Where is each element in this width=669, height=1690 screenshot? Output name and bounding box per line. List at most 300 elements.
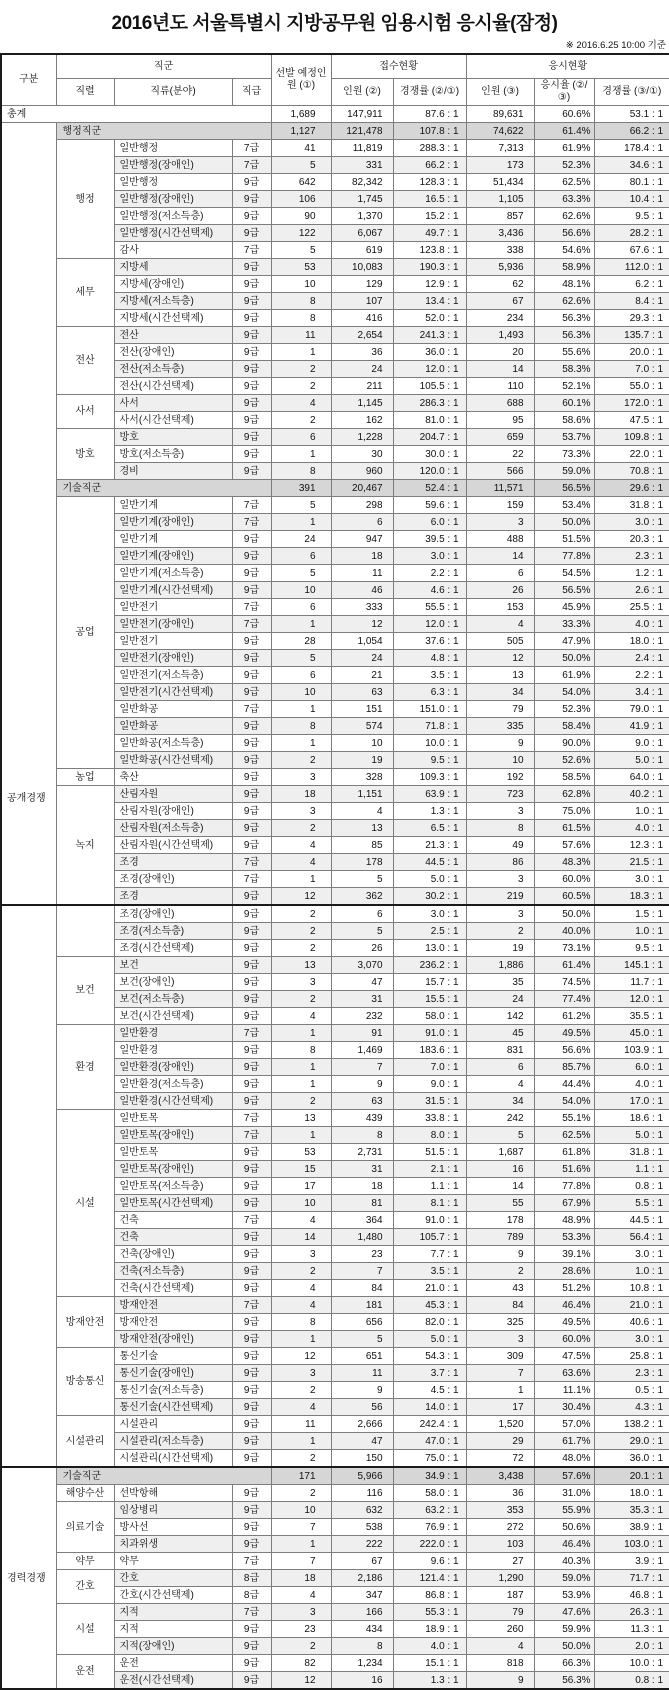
attend-count-cell: 10 xyxy=(466,752,534,769)
field-cell: 일반토목(장애인) xyxy=(114,1161,232,1178)
attend-rate-cell: 61.7% xyxy=(534,1433,594,1450)
col-header-jikryu: 직류(분야) xyxy=(114,79,232,106)
receipt-ratio-cell: 55.5 : 1 xyxy=(393,599,466,616)
col-header-gubun: 구분 xyxy=(1,54,56,106)
planned-count-cell: 15 xyxy=(271,1161,331,1178)
attend-ratio-cell: 1.0 : 1 xyxy=(594,803,669,820)
col-header-planned: 선발 예정인원 (①) xyxy=(271,54,331,106)
planned-count-cell: 11 xyxy=(271,327,331,344)
receipt-ratio-cell: 204.7 : 1 xyxy=(393,429,466,446)
table-row xyxy=(1,327,669,344)
planned-count-cell: 2 xyxy=(271,1485,331,1502)
attend-count-cell: 1,886 xyxy=(466,957,534,974)
field-cell: 일반행정 xyxy=(114,140,232,157)
attend-rate-cell: 77.8% xyxy=(534,548,594,565)
attend-rate-cell: 58.6% xyxy=(534,412,594,429)
field-cell: 일반환경(저소득층) xyxy=(114,1076,232,1093)
grade-cell: 7급 xyxy=(232,157,271,174)
attend-ratio-cell: 103.0 : 1 xyxy=(594,1536,669,1553)
attend-count-cell: 488 xyxy=(466,531,534,548)
table-row xyxy=(1,259,669,276)
attend-rate-cell: 77.4% xyxy=(534,991,594,1008)
field-cell: 전산(저소득층) xyxy=(114,361,232,378)
field-cell: 건축(저소득층) xyxy=(114,1263,232,1280)
receipt-count-cell: 30 xyxy=(331,446,393,463)
field-cell: 시설관리 xyxy=(114,1416,232,1433)
total-label-cell: 총계 xyxy=(1,106,271,123)
attend-count-cell: 1,105 xyxy=(466,191,534,208)
section-label-cell: 경력경쟁 xyxy=(1,1467,56,1689)
receipt-count-cell: 298 xyxy=(331,497,393,514)
attend-ratio-cell: 11.3 : 1 xyxy=(594,1621,669,1638)
receipt-ratio-cell: 3.0 : 1 xyxy=(393,905,466,923)
attend-ratio-cell: 4.0 : 1 xyxy=(594,616,669,633)
receipt-count-cell: 439 xyxy=(331,1110,393,1127)
attend-count-cell: 178 xyxy=(466,1212,534,1229)
receipt-count-cell: 5 xyxy=(331,871,393,888)
field-cell: 보건 xyxy=(114,957,232,974)
planned-count-cell: 1,689 xyxy=(271,106,331,123)
planned-count-cell: 5 xyxy=(271,157,331,174)
planned-count-cell: 18 xyxy=(271,1570,331,1587)
attend-count-cell: 5 xyxy=(466,1127,534,1144)
field-cell: 일반화공 xyxy=(114,701,232,718)
attend-count-cell: 79 xyxy=(466,1604,534,1621)
attend-ratio-cell: 40.6 : 1 xyxy=(594,1314,669,1331)
grade-cell: 9급 xyxy=(232,463,271,480)
attend-rate-cell: 58.4% xyxy=(534,718,594,735)
section-label-cell: 공개경쟁 xyxy=(1,123,56,906)
grade-cell: 9급 xyxy=(232,1382,271,1399)
receipt-ratio-cell: 4.8 : 1 xyxy=(393,650,466,667)
planned-count-cell: 2 xyxy=(271,820,331,837)
planned-count-cell: 4 xyxy=(271,837,331,854)
page-title: 2016년도 서울특별시 지방공무원 임용시험 응시율(잠정) xyxy=(111,13,558,34)
table-row xyxy=(1,395,669,412)
series-cell: 사서 xyxy=(56,395,114,429)
attend-rate-cell: 54.6% xyxy=(534,242,594,259)
attend-ratio-cell: 31.8 : 1 xyxy=(594,1144,669,1161)
planned-count-cell: 28 xyxy=(271,633,331,650)
attend-count-cell: 26 xyxy=(466,582,534,599)
series-cell: 약무 xyxy=(56,1553,114,1570)
field-cell: 임상병리 xyxy=(114,1502,232,1519)
attend-rate-cell: 49.5% xyxy=(534,1025,594,1042)
receipt-ratio-cell: 2.1 : 1 xyxy=(393,1161,466,1178)
attend-rate-cell: 50.0% xyxy=(534,1638,594,1655)
receipt-ratio-cell: 71.8 : 1 xyxy=(393,718,466,735)
attend-ratio-cell: 1.1 : 1 xyxy=(594,1161,669,1178)
attend-rate-cell: 61.2% xyxy=(534,1008,594,1025)
receipt-count-cell: 6 xyxy=(331,514,393,531)
attend-rate-cell: 54.0% xyxy=(534,1093,594,1110)
attend-count-cell: 6 xyxy=(466,1059,534,1076)
series-cell: 공업 xyxy=(56,497,114,769)
series-cell: 시설 xyxy=(56,1110,114,1297)
attend-ratio-cell: 46.8 : 1 xyxy=(594,1587,669,1604)
field-cell: 보건(장애인) xyxy=(114,974,232,991)
receipt-count-cell: 9 xyxy=(331,1076,393,1093)
field-cell: 일반기계(시간선택제) xyxy=(114,582,232,599)
attend-ratio-cell: 3.4 : 1 xyxy=(594,684,669,701)
grade-cell: 9급 xyxy=(232,1195,271,1212)
series-cell: 시설 xyxy=(56,1604,114,1655)
receipt-count-cell: 178 xyxy=(331,854,393,871)
grade-cell: 9급 xyxy=(232,1144,271,1161)
attend-count-cell: 1,493 xyxy=(466,327,534,344)
field-cell: 방사선 xyxy=(114,1519,232,1536)
receipt-ratio-cell: 222.0 : 1 xyxy=(393,1536,466,1553)
grade-cell: 9급 xyxy=(232,1399,271,1416)
grade-cell: 7급 xyxy=(232,1604,271,1621)
receipt-count-cell: 1,145 xyxy=(331,395,393,412)
attend-rate-cell: 61.4% xyxy=(534,123,594,140)
attend-rate-cell: 74.5% xyxy=(534,974,594,991)
field-cell: 일반행정(장애인) xyxy=(114,157,232,174)
receipt-count-cell: 26 xyxy=(331,940,393,957)
attend-ratio-cell: 3.0 : 1 xyxy=(594,871,669,888)
receipt-ratio-cell: 190.3 : 1 xyxy=(393,259,466,276)
receipt-ratio-cell: 15.1 : 1 xyxy=(393,1655,466,1672)
attend-rate-cell: 63.6% xyxy=(534,1365,594,1382)
total-row xyxy=(1,106,669,123)
attend-ratio-cell: 172.0 : 1 xyxy=(594,395,669,412)
planned-count-cell: 2 xyxy=(271,905,331,923)
attend-ratio-cell: 44.5 : 1 xyxy=(594,1212,669,1229)
field-cell: 일반기계 xyxy=(114,531,232,548)
attend-ratio-cell: 0.5 : 1 xyxy=(594,1382,669,1399)
col-header-grade: 직급 xyxy=(232,79,271,106)
planned-count-cell: 1 xyxy=(271,871,331,888)
attend-rate-cell: 46.4% xyxy=(534,1536,594,1553)
grade-cell: 9급 xyxy=(232,1502,271,1519)
field-cell: 조경(저소득층) xyxy=(114,923,232,940)
grade-cell: 9급 xyxy=(232,888,271,906)
receipt-count-cell: 81 xyxy=(331,1195,393,1212)
receipt-count-cell: 24 xyxy=(331,361,393,378)
receipt-ratio-cell: 49.7 : 1 xyxy=(393,225,466,242)
grade-cell: 9급 xyxy=(232,378,271,395)
section-label-cell xyxy=(1,905,56,1467)
grade-cell: 9급 xyxy=(232,786,271,803)
receipt-count-cell: 2,666 xyxy=(331,1416,393,1433)
grade-cell: 9급 xyxy=(232,1519,271,1536)
field-cell: 일반전기(장애인) xyxy=(114,616,232,633)
field-cell: 일반행정(시간선택제) xyxy=(114,225,232,242)
attend-ratio-cell: 45.0 : 1 xyxy=(594,1025,669,1042)
receipt-count-cell: 36 xyxy=(331,344,393,361)
attend-ratio-cell: 1.0 : 1 xyxy=(594,923,669,940)
attend-count-cell: 74,622 xyxy=(466,123,534,140)
receipt-count-cell: 181 xyxy=(331,1297,393,1314)
planned-count-cell: 8 xyxy=(271,718,331,735)
attend-ratio-cell: 12.0 : 1 xyxy=(594,991,669,1008)
exam-rate-table xyxy=(0,53,669,1690)
planned-count-cell: 7 xyxy=(271,1519,331,1536)
series-cell: 보건 xyxy=(56,957,114,1025)
attend-ratio-cell: 2.2 : 1 xyxy=(594,667,669,684)
field-cell: 산림자원 xyxy=(114,786,232,803)
receipt-ratio-cell: 288.3 : 1 xyxy=(393,140,466,157)
field-cell: 사서(시간선택제) xyxy=(114,412,232,429)
attend-rate-cell: 11.1% xyxy=(534,1382,594,1399)
attend-ratio-cell: 2.3 : 1 xyxy=(594,548,669,565)
planned-count-cell: 642 xyxy=(271,174,331,191)
grade-cell: 9급 xyxy=(232,650,271,667)
receipt-count-cell: 31 xyxy=(331,991,393,1008)
receipt-count-cell: 1,054 xyxy=(331,633,393,650)
field-cell: 조경 xyxy=(114,888,232,906)
grade-cell: 9급 xyxy=(232,225,271,242)
field-cell: 일반화공 xyxy=(114,718,232,735)
attend-rate-cell: 67.9% xyxy=(534,1195,594,1212)
attend-rate-cell: 75.0% xyxy=(534,803,594,820)
grade-cell: 9급 xyxy=(232,531,271,548)
attend-count-cell: 3 xyxy=(466,1331,534,1348)
receipt-count-cell: 8 xyxy=(331,1127,393,1144)
attend-rate-cell: 77.8% xyxy=(534,1178,594,1195)
attend-ratio-cell: 109.8 : 1 xyxy=(594,429,669,446)
attend-count-cell: 831 xyxy=(466,1042,534,1059)
field-cell: 운전 xyxy=(114,1655,232,1672)
attend-count-cell: 49 xyxy=(466,837,534,854)
receipt-ratio-cell: 121.4 : 1 xyxy=(393,1570,466,1587)
planned-count-cell: 1,127 xyxy=(271,123,331,140)
receipt-count-cell: 7 xyxy=(331,1263,393,1280)
receipt-count-cell: 1,151 xyxy=(331,786,393,803)
grade-cell: 9급 xyxy=(232,1178,271,1195)
attend-count-cell: 51,434 xyxy=(466,174,534,191)
grade-cell: 9급 xyxy=(232,1076,271,1093)
attend-count-cell: 3 xyxy=(466,803,534,820)
receipt-ratio-cell: 2.2 : 1 xyxy=(393,565,466,582)
attend-rate-cell: 62.8% xyxy=(534,786,594,803)
series-cell: 방호 xyxy=(56,429,114,480)
attend-rate-cell: 60.0% xyxy=(534,871,594,888)
attend-count-cell: 13 xyxy=(466,667,534,684)
col-header-jikgun: 직군 xyxy=(56,54,271,79)
attend-count-cell: 1,520 xyxy=(466,1416,534,1433)
attend-rate-cell: 48.3% xyxy=(534,854,594,871)
attend-rate-cell: 40.3% xyxy=(534,1553,594,1570)
grade-cell: 7급 xyxy=(232,1297,271,1314)
receipt-ratio-cell: 51.5 : 1 xyxy=(393,1144,466,1161)
receipt-count-cell: 347 xyxy=(331,1587,393,1604)
receipt-count-cell: 10 xyxy=(331,735,393,752)
planned-count-cell: 8 xyxy=(271,293,331,310)
attend-count-cell: 6 xyxy=(466,565,534,582)
attend-rate-cell: 49.5% xyxy=(534,1314,594,1331)
attend-rate-cell: 73.3% xyxy=(534,446,594,463)
planned-count-cell: 1 xyxy=(271,344,331,361)
attend-rate-cell: 55.1% xyxy=(534,1110,594,1127)
attend-ratio-cell: 1.5 : 1 xyxy=(594,905,669,923)
attend-count-cell: 192 xyxy=(466,769,534,786)
grade-cell: 7급 xyxy=(232,1110,271,1127)
grade-cell: 9급 xyxy=(232,1008,271,1025)
attend-rate-cell: 51.2% xyxy=(534,1280,594,1297)
grade-cell: 7급 xyxy=(232,140,271,157)
attend-count-cell: 325 xyxy=(466,1314,534,1331)
attend-rate-cell: 31.0% xyxy=(534,1485,594,1502)
grade-cell: 9급 xyxy=(232,1621,271,1638)
attend-count-cell: 29 xyxy=(466,1433,534,1450)
field-cell: 일반화공(저소득층) xyxy=(114,735,232,752)
attend-ratio-cell: 3.0 : 1 xyxy=(594,514,669,531)
attend-count-cell: 11,571 xyxy=(466,480,534,497)
receipt-ratio-cell: 30.0 : 1 xyxy=(393,446,466,463)
receipt-count-cell: 7 xyxy=(331,1059,393,1076)
group-summary-row xyxy=(1,1467,669,1485)
attend-ratio-cell: 18.6 : 1 xyxy=(594,1110,669,1127)
attend-rate-cell: 48.0% xyxy=(534,1450,594,1468)
attend-ratio-cell: 56.4 : 1 xyxy=(594,1229,669,1246)
field-cell: 방재안전 xyxy=(114,1297,232,1314)
attend-count-cell: 34 xyxy=(466,684,534,701)
attend-count-cell: 14 xyxy=(466,1178,534,1195)
field-cell: 방호 xyxy=(114,429,232,446)
attend-rate-cell: 62.6% xyxy=(534,293,594,310)
grade-cell: 9급 xyxy=(232,191,271,208)
field-cell: 일반환경(시간선택제) xyxy=(114,1093,232,1110)
attend-ratio-cell: 53.1 : 1 xyxy=(594,106,669,123)
attend-rate-cell: 59.0% xyxy=(534,1570,594,1587)
series-cell: 환경 xyxy=(56,1025,114,1110)
grade-cell: 7급 xyxy=(232,854,271,871)
receipt-ratio-cell: 10.0 : 1 xyxy=(393,735,466,752)
field-cell: 약무 xyxy=(114,1553,232,1570)
receipt-count-cell: 63 xyxy=(331,1093,393,1110)
receipt-count-cell: 1,234 xyxy=(331,1655,393,1672)
planned-count-cell: 12 xyxy=(271,1348,331,1365)
receipt-ratio-cell: 5.0 : 1 xyxy=(393,871,466,888)
attend-rate-cell: 52.3% xyxy=(534,157,594,174)
attend-rate-cell: 60.0% xyxy=(534,1331,594,1348)
attend-rate-cell: 61.5% xyxy=(534,820,594,837)
attend-count-cell: 505 xyxy=(466,633,534,650)
field-cell: 일반전기 xyxy=(114,599,232,616)
receipt-count-cell: 107 xyxy=(331,293,393,310)
attend-ratio-cell: 47.5 : 1 xyxy=(594,412,669,429)
attend-rate-cell: 62.5% xyxy=(534,174,594,191)
attend-ratio-cell: 18.0 : 1 xyxy=(594,633,669,650)
receipt-ratio-cell: 120.0 : 1 xyxy=(393,463,466,480)
group-label-cell: 기술직군 xyxy=(56,1467,271,1485)
table-row xyxy=(1,1604,669,1621)
attend-rate-cell: 90.0% xyxy=(534,735,594,752)
field-cell: 지방세(장애인) xyxy=(114,276,232,293)
attend-rate-cell: 56.5% xyxy=(534,480,594,497)
field-cell: 경비 xyxy=(114,463,232,480)
planned-count-cell: 2 xyxy=(271,378,331,395)
grade-cell: 9급 xyxy=(232,684,271,701)
planned-count-cell: 12 xyxy=(271,888,331,906)
attend-rate-cell: 56.6% xyxy=(534,1042,594,1059)
attend-count-cell: 24 xyxy=(466,991,534,1008)
receipt-ratio-cell: 36.0 : 1 xyxy=(393,344,466,361)
receipt-ratio-cell: 39.5 : 1 xyxy=(393,531,466,548)
attend-count-cell: 723 xyxy=(466,786,534,803)
receipt-count-cell: 538 xyxy=(331,1519,393,1536)
receipt-ratio-cell: 13.0 : 1 xyxy=(393,940,466,957)
receipt-ratio-cell: 16.5 : 1 xyxy=(393,191,466,208)
attend-count-cell: 7 xyxy=(466,1365,534,1382)
receipt-ratio-cell: 76.9 : 1 xyxy=(393,1519,466,1536)
attend-rate-cell: 54.0% xyxy=(534,684,594,701)
col-header-receipt-count: 인원 (②) xyxy=(331,79,393,106)
field-cell: 일반화공(시간선택제) xyxy=(114,752,232,769)
grade-cell: 9급 xyxy=(232,429,271,446)
attend-count-cell: 260 xyxy=(466,1621,534,1638)
planned-count-cell: 391 xyxy=(271,480,331,497)
grade-cell: 9급 xyxy=(232,395,271,412)
field-cell: 축산 xyxy=(114,769,232,786)
field-cell: 지적 xyxy=(114,1604,232,1621)
receipt-count-cell: 6 xyxy=(331,905,393,923)
planned-count-cell: 10 xyxy=(271,1502,331,1519)
attend-rate-cell: 52.1% xyxy=(534,378,594,395)
attend-ratio-cell: 29.3 : 1 xyxy=(594,310,669,327)
planned-count-cell: 4 xyxy=(271,1399,331,1416)
planned-count-cell: 41 xyxy=(271,140,331,157)
attend-count-cell: 566 xyxy=(466,463,534,480)
attend-ratio-cell: 20.3 : 1 xyxy=(594,531,669,548)
planned-count-cell: 2 xyxy=(271,752,331,769)
grade-cell: 9급 xyxy=(232,1365,271,1382)
attend-ratio-cell: 1.0 : 1 xyxy=(594,1263,669,1280)
attend-ratio-cell: 66.2 : 1 xyxy=(594,123,669,140)
planned-count-cell: 6 xyxy=(271,429,331,446)
planned-count-cell: 10 xyxy=(271,582,331,599)
receipt-ratio-cell: 7.0 : 1 xyxy=(393,1059,466,1076)
attend-ratio-cell: 9.5 : 1 xyxy=(594,208,669,225)
receipt-count-cell: 84 xyxy=(331,1280,393,1297)
series-cell: 행정 xyxy=(56,140,114,259)
grade-cell: 9급 xyxy=(232,735,271,752)
planned-count-cell: 4 xyxy=(271,1587,331,1604)
field-cell: 감사 xyxy=(114,242,232,259)
grade-cell: 9급 xyxy=(232,1416,271,1433)
receipt-count-cell: 150 xyxy=(331,1450,393,1468)
receipt-ratio-cell: 107.8 : 1 xyxy=(393,123,466,140)
planned-count-cell: 1 xyxy=(271,1025,331,1042)
receipt-ratio-cell: 44.5 : 1 xyxy=(393,854,466,871)
grade-cell: 7급 xyxy=(232,242,271,259)
receipt-ratio-cell: 8.0 : 1 xyxy=(393,1127,466,1144)
attend-ratio-cell: 3.0 : 1 xyxy=(594,1331,669,1348)
receipt-ratio-cell: 1.3 : 1 xyxy=(393,803,466,820)
receipt-ratio-cell: 242.4 : 1 xyxy=(393,1416,466,1433)
receipt-count-cell: 13 xyxy=(331,820,393,837)
attend-count-cell: 219 xyxy=(466,888,534,906)
grade-cell: 9급 xyxy=(232,1161,271,1178)
series-cell xyxy=(56,905,114,957)
grade-cell: 9급 xyxy=(232,769,271,786)
attend-rate-cell: 53.7% xyxy=(534,429,594,446)
attend-ratio-cell: 138.2 : 1 xyxy=(594,1416,669,1433)
attend-ratio-cell: 2.6 : 1 xyxy=(594,582,669,599)
field-cell: 통신기술 xyxy=(114,1348,232,1365)
field-cell: 조경 xyxy=(114,854,232,871)
receipt-ratio-cell: 59.6 : 1 xyxy=(393,497,466,514)
receipt-count-cell: 1,745 xyxy=(331,191,393,208)
receipt-ratio-cell: 5.0 : 1 xyxy=(393,1331,466,1348)
attend-count-cell: 688 xyxy=(466,395,534,412)
receipt-ratio-cell: 91.0 : 1 xyxy=(393,1025,466,1042)
receipt-count-cell: 56 xyxy=(331,1399,393,1416)
attend-count-cell: 3 xyxy=(466,905,534,923)
planned-count-cell: 106 xyxy=(271,191,331,208)
